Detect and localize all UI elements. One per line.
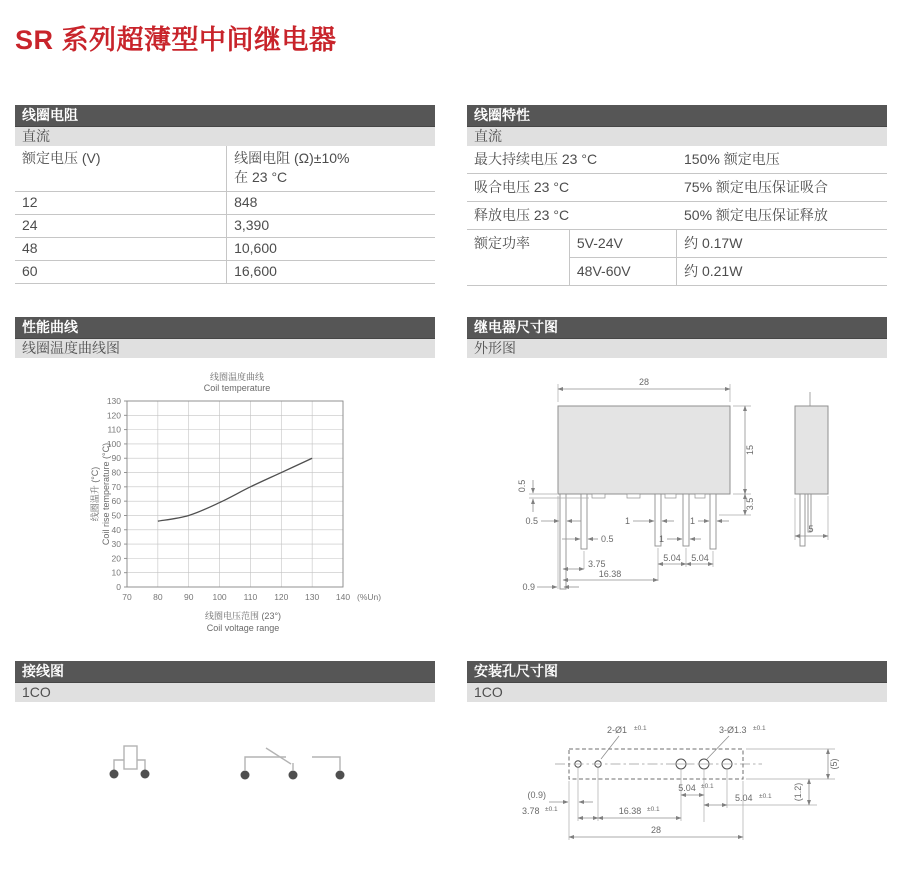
dim-pitch-cd: 5.04 [663, 553, 681, 563]
subheader-1co: 1CO [15, 683, 435, 702]
svg-text:10: 10 [111, 567, 121, 578]
chart-ylabel-zh: 线圈温升 (°C) [90, 466, 100, 522]
svg-text:50: 50 [111, 510, 121, 521]
label-small-holes-tol: ±0.1 [634, 725, 647, 732]
section-header-dimensions: 继电器尺寸图 [467, 317, 887, 339]
section-coil-characteristics [467, 105, 887, 286]
table-row [467, 146, 887, 174]
page-title: SR 系列超薄型中间继电器 [15, 25, 337, 55]
section-header-coil-characteristics: 线圈特性 [467, 105, 887, 127]
svg-text:20: 20 [111, 553, 121, 564]
table-row [15, 192, 435, 215]
subheader-coil-temperature-chart: 线圈温度曲线图 [15, 339, 435, 358]
section-wiring-diagram [15, 661, 435, 812]
dim-edge: (1.2) [793, 782, 803, 802]
dim-pin-shoulder: 3.5 [745, 497, 755, 511]
svg-text:130: 130 [305, 592, 320, 602]
dim-span-ac-tol: ±0.1 [647, 806, 660, 813]
cell-voltage: 60 [15, 261, 227, 283]
cell-resistance: 16,600 [234, 263, 277, 279]
svg-text:90: 90 [111, 453, 121, 464]
svg-text:80: 80 [153, 592, 163, 602]
label-large-holes: 3-Ø1.3 [719, 725, 747, 735]
section-mounting-holes [467, 661, 887, 865]
section-coil-resistance [15, 105, 435, 284]
cell-power-value: 约 0.21W [684, 263, 743, 279]
dim-width: 28 [650, 825, 662, 835]
svg-text:0: 0 [116, 582, 121, 592]
dim-pin-e-width: 1 [689, 516, 695, 526]
subheader-outline: 外形图 [467, 339, 887, 358]
label-large-holes-tol: ±0.1 [753, 725, 766, 732]
cell-resistance: 3,390 [234, 217, 270, 233]
relay-side-view [795, 392, 828, 546]
section-header-wiring: 接线图 [15, 661, 435, 683]
cell-label: 释放电压 23 °C [474, 207, 570, 223]
col-header-coil-resistance [227, 146, 435, 191]
svg-text:(%Un): (%Un) [357, 592, 382, 602]
cell-voltage: 12 [15, 192, 227, 214]
svg-text:80: 80 [111, 467, 121, 478]
dim-span-ac: 16.38 [598, 569, 622, 579]
section-header-coil-resistance: 线圈电阻 [15, 105, 435, 127]
chart-xlabel-en: Coil voltage range [206, 623, 280, 633]
dim-pitch-ab: 3.78 [522, 806, 540, 816]
cell-resistance: 848 [234, 194, 258, 210]
section-performance-curve [15, 317, 435, 658]
table-row [467, 174, 887, 202]
coil-temperature-chart [15, 358, 435, 658]
svg-text:120: 120 [274, 592, 289, 602]
cell-voltage-range: 5V-24V [570, 230, 677, 257]
table-row [570, 258, 887, 285]
svg-text:100: 100 [106, 438, 121, 449]
section-header-performance: 性能曲线 [15, 317, 435, 339]
svg-text:120: 120 [106, 410, 121, 421]
dim-pitch-de-tol: ±0.1 [759, 793, 772, 800]
contact-symbol [241, 748, 345, 780]
subheader-dc: 直流 [15, 127, 435, 146]
col-header-line2: 在 23 °C [234, 169, 288, 185]
cell-rated-power-label: 额定功率 [467, 230, 570, 285]
chart-title-en: Coil temperature [203, 383, 271, 393]
dim-height: (5) [829, 758, 839, 770]
cell-voltage: 24 [15, 215, 227, 237]
svg-text:70: 70 [122, 592, 132, 602]
hole-callouts [601, 725, 766, 759]
cell-power-value: 约 0.17W [684, 235, 743, 251]
svg-text:110: 110 [107, 424, 121, 435]
dim-pitch-ab-tol: ±0.1 [545, 806, 558, 813]
table-row [15, 215, 435, 238]
wiring-diagram-1co [15, 702, 435, 812]
dim-pitch-ab: 3.75 [588, 559, 606, 569]
table-row [467, 202, 887, 230]
dim-pitch-de: 5.04 [735, 793, 753, 803]
section-relay-dimensions [467, 317, 887, 606]
dim-pitch-cd-tol: ±0.1 [701, 783, 714, 790]
chart-title-zh: 线圈温度曲线 [209, 372, 265, 382]
chart-xlabel-zh: 线圈电压范围 (23°) [204, 611, 282, 621]
cell-resistance: 10,600 [234, 240, 277, 256]
cell-value: 50% 额定电压保证释放 [684, 207, 828, 223]
dim-tab: 0.5 [517, 479, 527, 493]
dim-pin-b-width: 0.5 [601, 534, 614, 544]
svg-text:130: 130 [106, 396, 121, 406]
rated-power-subtable [570, 230, 887, 285]
dim-span-ac: 16.38 [618, 806, 642, 816]
dim-height: 15 [745, 444, 755, 456]
dim-edge-offset: (0.9) [527, 790, 546, 800]
cell-label: 最大持续电压 23 °C [474, 151, 598, 167]
col-header-line1: 线圈电阻 (Ω)±10% [234, 150, 350, 166]
mounting-hole-drawing [467, 702, 887, 865]
svg-text:110: 110 [243, 592, 258, 602]
chart-ylabel-en: Coil rise temperature (°C) [101, 442, 111, 546]
relay-front-view [517, 377, 755, 592]
table-header-row [15, 146, 435, 192]
dim-pin-d-width: 1 [658, 534, 664, 544]
subheader-dc: 直流 [467, 127, 887, 146]
dim-pitch-de: 5.04 [691, 553, 709, 563]
svg-text:100: 100 [212, 592, 227, 602]
cell-voltage: 48 [15, 238, 227, 260]
svg-text:40: 40 [111, 524, 121, 535]
svg-text:140: 140 [335, 592, 351, 602]
svg-text:70: 70 [111, 481, 121, 492]
subheader-1co: 1CO [467, 683, 887, 702]
cell-value: 75% 额定电压保证吸合 [684, 179, 828, 195]
dim-side-width: 5 [808, 524, 814, 534]
rated-power-rows [467, 230, 887, 286]
dim-pin-c-width: 1 [624, 516, 630, 526]
table-row [15, 261, 435, 284]
table-row [570, 230, 887, 258]
section-header-mounting: 安装孔尺寸图 [467, 661, 887, 683]
dim-pitch-cd: 5.04 [678, 783, 696, 793]
coil-symbol [110, 746, 150, 779]
dim-width: 28 [638, 377, 650, 387]
label-small-holes: 2-Ø1 [607, 725, 628, 735]
relay-outline-drawing [467, 371, 887, 606]
cell-voltage-range: 48V-60V [570, 258, 677, 285]
svg-text:60: 60 [111, 496, 121, 507]
col-header-rated-voltage: 额定电压 (V) [15, 146, 227, 191]
dim-edge-offset: 0.9 [522, 582, 535, 592]
cell-label: 吸合电压 23 °C [474, 179, 570, 195]
dim-pin-a-width: 0.5 [525, 516, 538, 526]
svg-text:90: 90 [183, 592, 194, 602]
table-row [15, 238, 435, 261]
chart-plot [107, 396, 381, 602]
svg-text:30: 30 [111, 539, 121, 550]
cell-value: 150% 额定电压 [684, 151, 780, 167]
